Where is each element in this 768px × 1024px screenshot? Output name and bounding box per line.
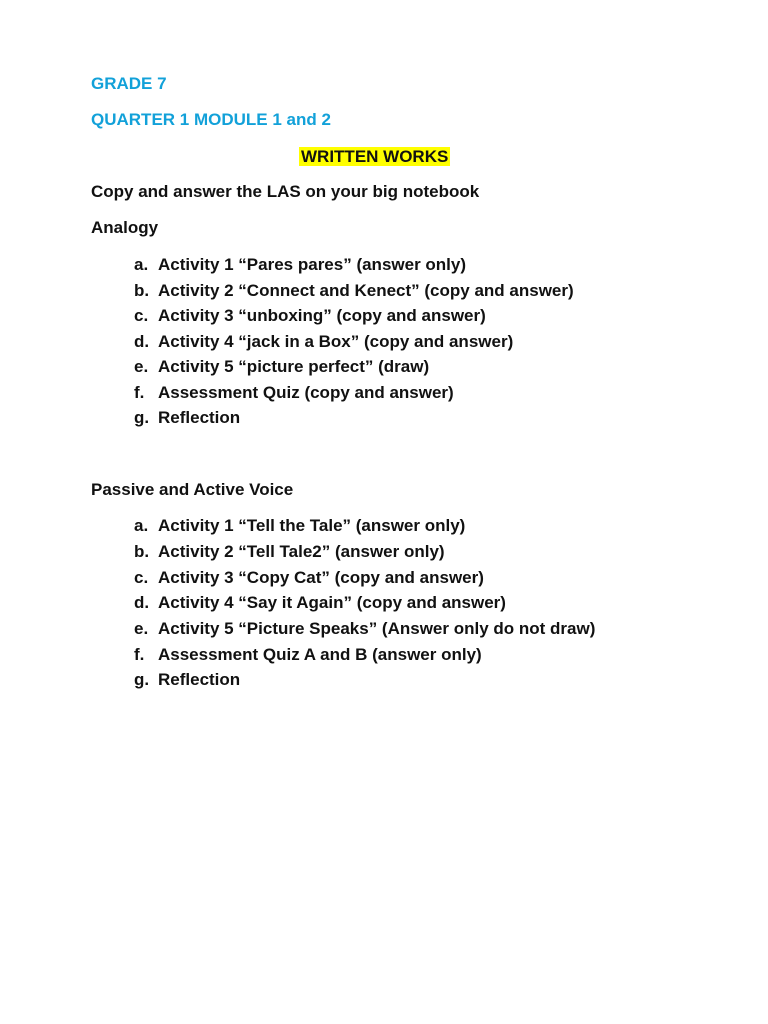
list-item-text: Activity 3 “Copy Cat” (copy and answer) [158,568,484,587]
list-marker: f. [134,645,145,664]
list-marker: e. [134,357,149,376]
section-heading-passive-active-voice: Passive and Active Voice [91,480,294,499]
section-heading-analogy: Analogy [91,218,159,237]
list-item-text: Activity 2 “Connect and Kenect” (copy and answer) [158,281,574,300]
list-item-text: Activity 3 “unboxing” (copy and answer) [158,306,486,325]
list-marker: a. [134,516,149,535]
list-item-text: Activity 4 “jack in a Box” (copy and answer) [158,332,514,351]
list-item [134,618,595,640]
list-marker: c. [134,568,149,587]
written-works-title-text: WRITTEN WORKS [301,147,449,166]
list-item [134,515,465,537]
list-item-text: Activity 4 “Say it Again” (copy and answer) [158,593,506,612]
list-item [134,305,486,327]
list-marker: a. [134,255,149,274]
list-marker: e. [134,619,149,638]
grade-heading: GRADE 7 [91,74,167,93]
list-item [134,331,513,353]
list-marker: d. [134,332,150,351]
list-item [134,541,445,563]
list-marker: c. [134,306,149,325]
list-item [134,280,574,302]
quarter-module-heading: QUARTER 1 MODULE 1 and 2 [91,110,331,129]
list-item [134,567,484,589]
list-item-text: Activity 1 “Tell the Tale” (answer only) [158,516,466,535]
list-item-text: Reflection [158,670,241,689]
list-item-text: Activity 1 “Pares pares” (answer only) [158,255,467,274]
list-marker: b. [134,542,150,561]
instruction-text: Copy and answer the LAS on your big notebook [91,182,480,201]
written-works-title [299,146,450,168]
list-item [134,254,466,276]
list-item [134,382,454,404]
list-marker: g. [134,408,150,427]
list-item-text: Activity 2 “Tell Tale2” (answer only) [158,542,445,561]
list-marker: f. [134,383,145,402]
list-item-text: Assessment Quiz A and B (answer only) [158,645,482,664]
list-item-text: Reflection [158,408,241,427]
list-item-text: Activity 5 “Picture Speaks” (Answer only do not draw) [158,619,596,638]
list-marker: d. [134,593,150,612]
list-item [134,669,240,691]
list-item-text: Activity 5 “picture perfect” (draw) [158,357,430,376]
list-item [134,356,429,378]
list-marker: g. [134,670,150,689]
list-item-text: Assessment Quiz (copy and answer) [158,383,454,402]
list-item [134,644,482,666]
list-item [134,407,240,429]
list-item [134,592,506,614]
list-marker: b. [134,281,150,300]
